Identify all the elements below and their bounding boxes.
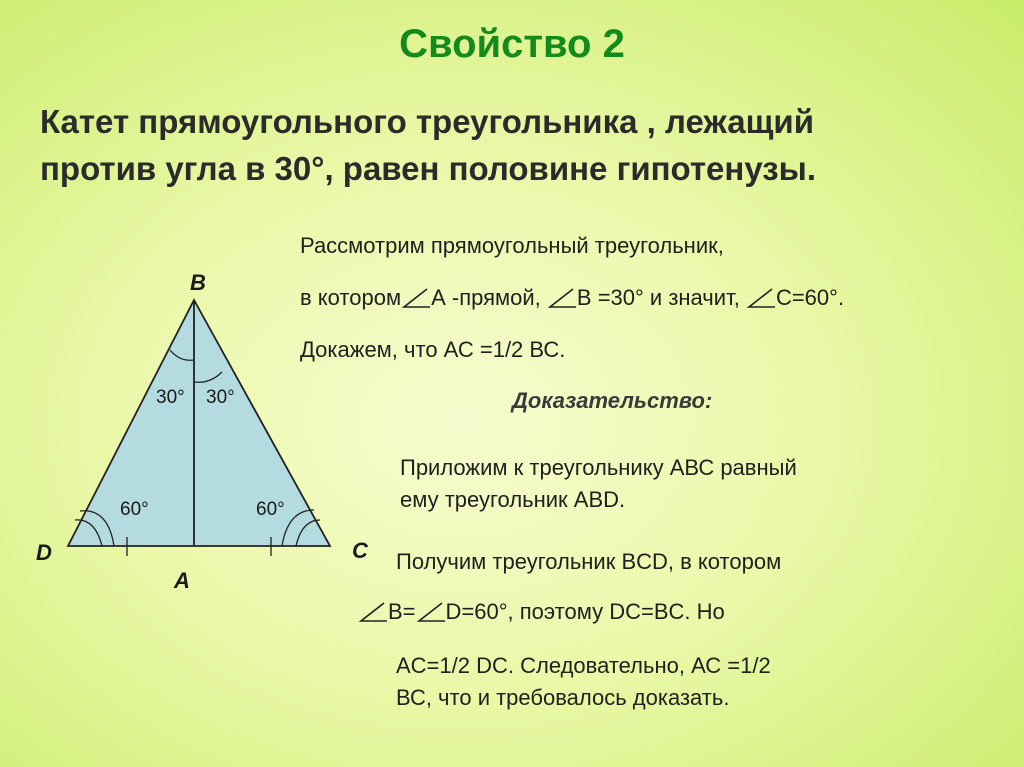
proof-heading: Доказательство: [512, 388, 713, 413]
step2-text: Получим треугольник BCD, в котором [396, 549, 782, 574]
vertex-d-label: D [36, 540, 52, 565]
angle-label-d: 60° [120, 499, 149, 520]
step1-line-1: Приложим к треугольнику АВС равный [400, 455, 797, 480]
step3-part-1: В= [388, 599, 416, 624]
step4-line-2: ВС, что и требовалось доказать. [396, 685, 730, 710]
angle-label-c: 60° [256, 499, 285, 520]
given-part-4: С=60°. [775, 285, 845, 310]
prove-text: Докажем, что АС =1/2 ВС. [300, 337, 566, 362]
angle-icon [401, 287, 431, 309]
angle-icon [547, 287, 577, 309]
angle-label-b-right: 30° [206, 387, 235, 408]
vertex-c-label: C [352, 538, 368, 563]
vertex-a-label: A [174, 568, 190, 593]
given-part-3: В =30° и значит, [576, 285, 746, 310]
slide-title: Свойство 2 [399, 22, 625, 66]
triangle-bcd [68, 300, 330, 546]
statement-line-2: против угла в 30°, равен половине гипотенузы. [40, 150, 816, 187]
consider-text: Рассмотрим прямоугольный треугольник, [300, 233, 724, 258]
statement-line-1: Катет прямоугольного треугольника , лежащий [40, 103, 814, 140]
angle-icon [358, 601, 388, 623]
step1-line-2: ему треугольник ABD. [400, 487, 626, 512]
angle-label-b-left: 30° [156, 387, 185, 408]
angle-icon [746, 287, 776, 309]
given-part-2: А -прямой, [431, 285, 547, 310]
given-part-1: в котором [300, 285, 402, 310]
vertex-b-label: B [190, 270, 206, 295]
step3-part-2: D=60°, поэтому DC=BC. Но [445, 599, 725, 624]
step4-line-1: AC=1/2 DC. Следовательно, АС =1/2 [396, 653, 771, 678]
step3-line [358, 599, 725, 625]
given-line [300, 285, 844, 311]
angle-icon [416, 601, 446, 623]
